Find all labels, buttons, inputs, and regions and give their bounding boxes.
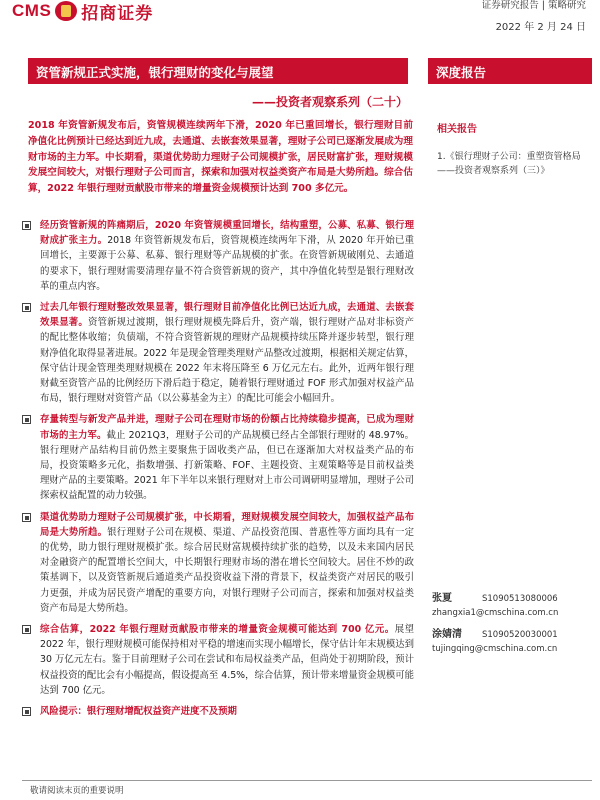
report-date: 2022 年 2 月 24 日: [495, 22, 586, 33]
bullet-square-icon: [22, 303, 31, 312]
summary-paragraph: 2018 年资管新规发布后，资管规模连续两年下滑，2020 年已重回增长，银行理财目前净值化比例预计已经达到近九成，去通道、去嵌套效果显著，理财子公司已逐渐发展成为理财市场的主力军。中长期看，渠道优势助力理财子公司规模扩张，居民财富扩张，理财规模发展空间较大，对银行理财子公司而言，探索和加强对权益类资产布局是大势所趋。综合估算，2022 年银行理财贡献股市带来的增量资金规模预计达到 700 多亿元。: [28, 120, 413, 195]
bullet-square-icon: [22, 625, 31, 634]
bullet-item: [22, 622, 414, 698]
analyst-cert: S1090520030001: [482, 630, 558, 640]
logo-latin: CMS: [12, 1, 52, 20]
report-subtitle: ——投资者观察系列（二十）: [251, 95, 408, 109]
bullet-lead: 经历资管新规的阵痛期后，2020 年资管规模重回增长，结构重塑，公募、私募、银行理财成扩张主力。: [40, 220, 414, 247]
analyst-block: [432, 592, 592, 664]
analyst-row: [432, 628, 592, 642]
bullet-body: 2018 年资管新规发布后，资管规模连续两年下滑，从 2020 年开始已重回增长，主要源于公募、私募、银行理财等产品规模的扩张。在资管新规破刚兑、去通道的要求下，银行理财需要清理存量不符合资管新规的资产，其中净值化转型是银行理财改革的重点内容。: [40, 235, 414, 292]
bullet-list: [22, 218, 414, 725]
footer-note: 敬请阅读末页的重要说明: [30, 786, 124, 796]
related-reports-list: [437, 150, 587, 178]
bullet-square-icon: [22, 221, 31, 230]
bullet-body: 资管新规过渡期，银行理财规模先降后升，资产端，银行理财产品对非标资产的配比整体收缩；负债端，不符合资管新规的理财产品规模持续压降并逐步转型，银行理财净值化取得显著进展。2022 年是现金管理类理财产品整改过渡期，根据相关规定估算，保守估计现金管理类理财规模在 2022 年末将压降至 6 万亿元左右。此外，近两年银行理财截至资管产品的比例经历下滑后趋于稳定，随着银行理财通过 FOF 形式加强对权益产品布局，银行理财对资管产品（以公募基金为主）的配比可能会小幅回升。: [40, 317, 414, 405]
bullet-lead: 过去几年银行理财整改效果显著，银行理财目前净值化比例已达近九成，去通道、去嵌套效果显著。: [40, 302, 414, 329]
bullet-body: 银行理财子公司在规模、渠道、产品投资范围、普惠性等方面均具有一定的优势，助力银行理财规模扩张。综合居民财富规模持续扩张的趋势，以及未来国内居民对金融资产的配置增长空间大，中长期银行理财市场的潜在增长空间较大。居住不炒的政策基调下，以及资管新规后通道类产品投资收益下滑的背景下，权益类资产对居民的吸引力更强，并成为居民资产增配的重要方向，对银行理财子公司而言，探索和加强对权益类资产布局是大势所趋。: [40, 526, 414, 614]
cms-logo: [12, 0, 153, 22]
related-report-item[interactable]: 1.《银行理财子公司：重塑资管格局——投资者观察系列（三）》: [437, 152, 581, 176]
bullet-lead: 渠道优势助力理财子公司规模扩张，中长期看，理财规模发展空间较大，加强权益产品布局是大势所趋。: [40, 511, 414, 538]
analyst-email[interactable]: zhangxia1@cmschina.com.cn: [432, 608, 559, 618]
risk-warning: 风险提示：银行理财增配权益资产进度不及预期: [40, 706, 237, 718]
bullet-square-icon: [22, 707, 31, 716]
logo-chinese: 招商证券: [81, 3, 154, 24]
page-header: [0, 0, 600, 50]
analyst-cert: S1090513080006: [482, 594, 558, 604]
report-series: 证券研究报告 | 策略研究: [481, 0, 586, 11]
report-title: 资管新规正式实施，银行理财的变化与展望: [28, 58, 408, 84]
bullet-lead: 存量转型与新发产品并进，理财子公司在理财市场的份额占比持续稳步提高，已成为理财市场的主力军。: [40, 414, 414, 441]
bullet-item: [22, 704, 414, 719]
bullet-square-icon: [22, 415, 31, 424]
bullet-item: [22, 218, 414, 294]
logo-emblem-icon: [55, 1, 77, 21]
analyst-name: 张夏: [432, 593, 452, 604]
bullet-body: 截止 2021Q3，理财子公司的产品规模已经占全部银行理财的 48.97%。银行理财产品结构目前仍然主要聚焦于固收类产品，但已在逐渐加大对权益类产品的布局，投资策略多元化，指数增强、打新策略、FOF、主题投资、主观策略等是目前权益类理财产品的主要策略。2021 年下半年以来银行理财对上市公司调研明显增加，理财子公司探索权益配置的动力较强。: [40, 429, 414, 502]
section-label: 深度报告: [428, 58, 592, 84]
footer-divider: [22, 780, 592, 781]
bullet-square-icon: [22, 513, 31, 522]
bullet-item: [22, 412, 414, 503]
analyst-row: [432, 592, 592, 606]
header-meta: [482, 0, 586, 33]
bullet-item: [22, 300, 414, 406]
bullet-lead: 综合估算，2022 年银行理财贡献股市带来的增量资金规模可能达到 700 亿元。: [40, 624, 395, 636]
analyst-name: 涂婧清: [432, 629, 462, 640]
bullet-item: [22, 510, 414, 616]
related-reports-title: 相关报告: [437, 124, 477, 135]
analyst-email[interactable]: tujingqing@cmschina.com.cn: [432, 644, 558, 654]
bullet-body: 展望 2022 年，银行理财规模可能保持相对平稳的增速而实现小幅增长，保守估计年末规模达到 30 万亿元左右。鉴于目前理财子公司在尝试和布局权益类产品，但尚处于初期阶段，预计权益投资的配比会有小幅提高，假设提高至 4.5%，综合估算，预计带来增量资金规模可能达到 700 亿元。: [40, 624, 414, 696]
